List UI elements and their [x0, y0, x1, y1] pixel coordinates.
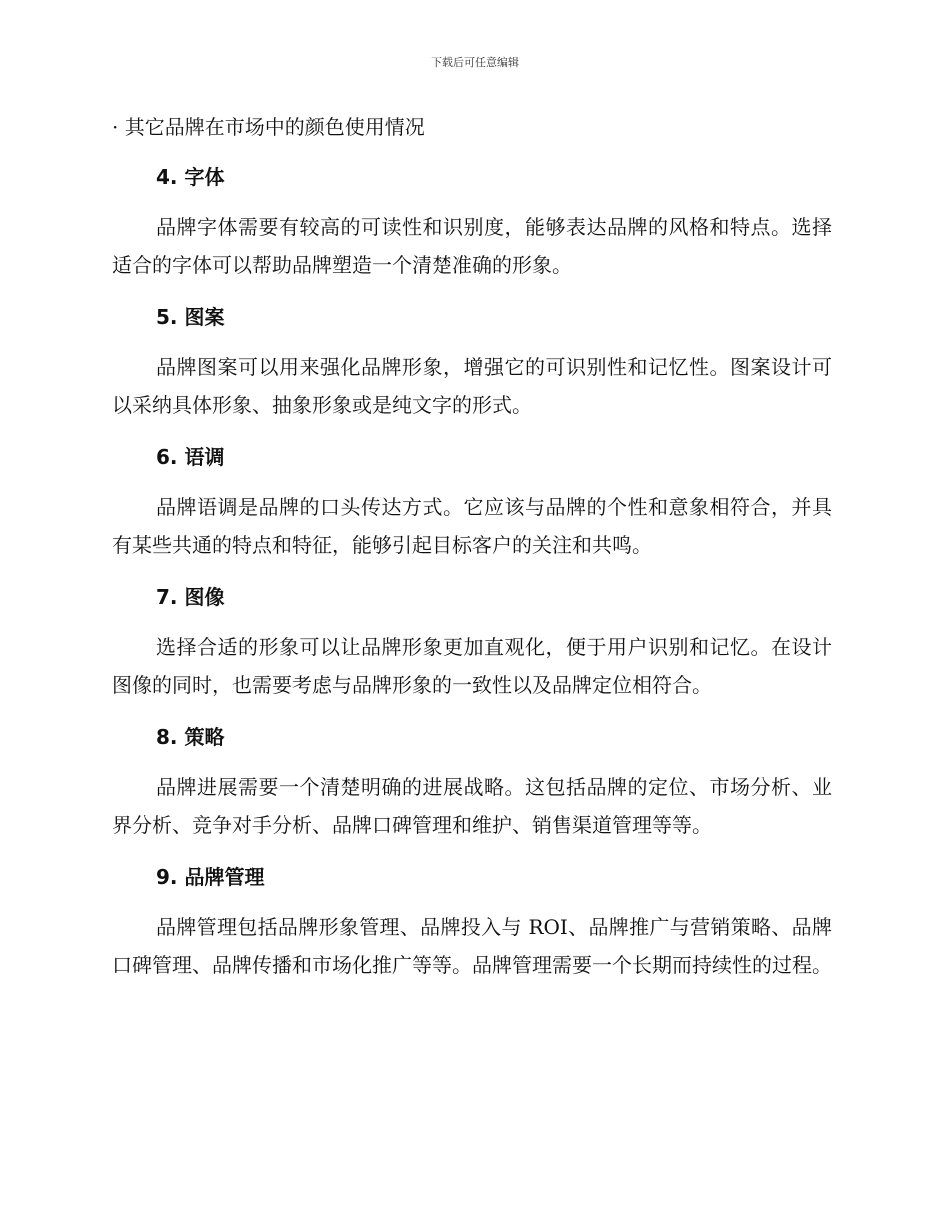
page-header: 下载后可任意编辑 — [431, 56, 519, 69]
section-strategy — [112, 718, 832, 844]
section-brand-management — [112, 858, 832, 984]
section-paragraph: 选择合适的形象可以让品牌形象更加直观化，便于用户识别和记忆。在设计图像的同时，也需要考虑与品牌形象的一致性以及品牌定位相符合。 — [112, 635, 832, 697]
bullet-item: · 其它品牌在市场中的颜色使用情况 — [112, 115, 425, 139]
section-paragraph: 品牌图案可以用来强化品牌形象，增强它的可识别性和记忆性。图案设计可以采纳具体形象、抽象形象或是纯文字的形式。 — [112, 355, 832, 417]
section-pattern — [112, 298, 832, 424]
section-paragraph: 品牌进展需要一个清楚明确的进展战略。这包括品牌的定位、市场分析、业界分析、竞争对手分析、品牌口碑管理和维护、销售渠道管理等等。 — [112, 775, 832, 837]
section-font — [112, 158, 832, 284]
section-image — [112, 578, 832, 704]
section-heading: 7. 图像 — [156, 585, 225, 609]
section-heading: 9. 品牌管理 — [156, 865, 265, 889]
section-tone — [112, 438, 832, 564]
document-body — [112, 108, 832, 998]
section-heading: 4. 字体 — [156, 165, 225, 189]
section-paragraph: 品牌管理包括品牌形象管理、品牌投入与 ROI、品牌推广与营销策略、品牌口碑管理、品牌传播和市场化推广等等。品牌管理需要一个长期而持续性的过程。 — [112, 915, 832, 977]
section-heading: 5. 图案 — [156, 305, 225, 329]
section-paragraph: 品牌语调是品牌的口头传达方式。它应该与品牌的个性和意象相符合，并具有某些共通的特点和特征，能够引起目标客户的关注和共鸣。 — [112, 495, 832, 557]
section-paragraph: 品牌字体需要有较高的可读性和识别度，能够表达品牌的风格和特点。选择适合的字体可以帮助品牌塑造一个清楚准确的形象。 — [112, 215, 832, 277]
section-heading: 8. 策略 — [156, 725, 225, 749]
section-heading: 6. 语调 — [156, 445, 225, 469]
